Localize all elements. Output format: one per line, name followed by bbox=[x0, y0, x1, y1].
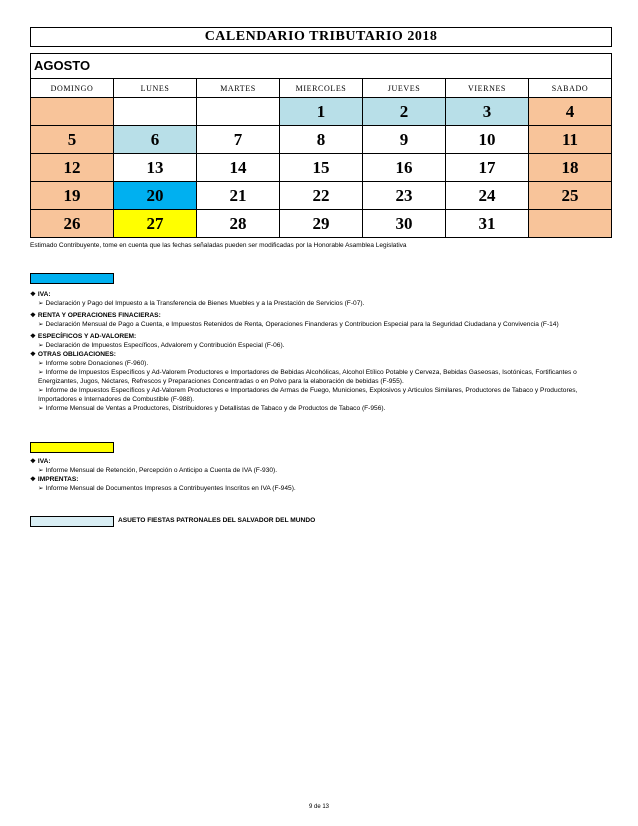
legend-item-text: Declaración y Pago del Impuesto a la Transferencia de Bienes Muebles y a la Prestación de Servicios (F-07). bbox=[45, 300, 365, 307]
weekday-header: SABADO bbox=[529, 79, 612, 98]
page-number: 9 de 13 bbox=[308, 804, 330, 810]
arrow-bullet-icon: ➢ bbox=[38, 360, 44, 367]
legend-item-text: Informe de Impuestos Específicos y Ad-Valorem Productores e Importadores de Armas de Fuego, Municiones, Explosivos y Articulos Similares, Productores de Tabaco y Productores, Importadores e Internadores de Combustible (F-988). bbox=[38, 387, 578, 403]
section-heading-text: IVA: bbox=[37, 291, 51, 298]
day-cell: 14 bbox=[197, 154, 280, 182]
week-row bbox=[31, 182, 612, 210]
section-heading-text: ESPECÍFICOS Y AD-VALOREM: bbox=[37, 333, 137, 340]
legend-item bbox=[30, 404, 612, 413]
legend-item bbox=[30, 359, 612, 368]
legend-item bbox=[30, 299, 612, 308]
day-cell: 20 bbox=[114, 182, 197, 210]
day-cell: 1 bbox=[280, 98, 363, 126]
diamond-bullet-icon: ❖ bbox=[30, 333, 36, 340]
day-cell: 26 bbox=[31, 210, 114, 238]
day-cell: 19 bbox=[31, 182, 114, 210]
weekday-header-row bbox=[31, 79, 612, 98]
day-cell bbox=[114, 98, 197, 126]
arrow-bullet-icon: ➢ bbox=[38, 342, 44, 349]
day-cell: 29 bbox=[280, 210, 363, 238]
legend-item bbox=[30, 484, 612, 493]
day-cell: 25 bbox=[529, 182, 612, 210]
arrow-bullet-icon: ➢ bbox=[38, 387, 44, 394]
legend-item bbox=[30, 386, 612, 404]
legend-item bbox=[30, 466, 612, 475]
legend-item bbox=[30, 341, 612, 350]
legend-item-text: Informe de Impuestos Específicos y Ad-Valorem Productores e Importadores de Bebidas Alcohólicas, Alcohol Etílico Potable y Cerveza, Bebidas Gaseosas, Isotónicas, Fortificantes o Energizantes, Jugos, Néctares, Refrescos y Preparaciones Concentradas o en Polvo para la elaboración de bebidas (F-955). bbox=[38, 369, 577, 385]
day-cell: 21 bbox=[197, 182, 280, 210]
day-cell: 23 bbox=[363, 182, 446, 210]
legend-section-heading bbox=[30, 475, 612, 484]
legend-section-heading bbox=[30, 311, 612, 320]
legend-item bbox=[30, 320, 612, 329]
day-cell: 9 bbox=[363, 126, 446, 154]
arrow-bullet-icon: ➢ bbox=[38, 467, 44, 474]
legend-section-heading bbox=[30, 332, 612, 341]
arrow-bullet-icon: ➢ bbox=[38, 321, 44, 328]
day-cell: 12 bbox=[31, 154, 114, 182]
week-row bbox=[31, 210, 612, 238]
day-cell: 17 bbox=[446, 154, 529, 182]
legend-item-text: Declaración Mensual de Pago a Cuenta, e Impuestos Retenidos de Renta, Operaciones Finanderas y Contribucion Especial para la Seguridad Ciudadana y Convivencia (F-14) bbox=[45, 321, 559, 328]
arrow-bullet-icon: ➢ bbox=[38, 369, 44, 376]
day-cell: 8 bbox=[280, 126, 363, 154]
diamond-bullet-icon: ❖ bbox=[30, 476, 36, 483]
day-cell: 31 bbox=[446, 210, 529, 238]
day-cell: 16 bbox=[363, 154, 446, 182]
day-cell: 27 bbox=[114, 210, 197, 238]
section-heading-text: IVA: bbox=[37, 458, 51, 465]
day-cell: 18 bbox=[529, 154, 612, 182]
day-cell: 5 bbox=[31, 126, 114, 154]
day-cell: 24 bbox=[446, 182, 529, 210]
diamond-bullet-icon: ❖ bbox=[30, 291, 36, 298]
day-cell: 11 bbox=[529, 126, 612, 154]
legend-yellow-list bbox=[30, 457, 612, 493]
arrow-bullet-icon: ➢ bbox=[38, 485, 44, 492]
legend-section-heading bbox=[30, 350, 612, 359]
weekday-header: LUNES bbox=[114, 79, 197, 98]
day-cell: 6 bbox=[114, 126, 197, 154]
day-cell: 3 bbox=[446, 98, 529, 126]
section-heading-text: OTRAS OBLIGACIONES: bbox=[37, 351, 116, 358]
day-cell bbox=[197, 98, 280, 126]
weekday-header: MIERCOLES bbox=[280, 79, 363, 98]
legend-item bbox=[30, 368, 612, 386]
day-cell: 4 bbox=[529, 98, 612, 126]
day-cell: 28 bbox=[197, 210, 280, 238]
day-cell bbox=[529, 210, 612, 238]
legend-item-text: Informe Mensual de Documentos Impresos a Contribuyentes Inscritos en IVA (F-945). bbox=[45, 485, 296, 492]
legend-item-text: Informe sobre Donaciones (F-960). bbox=[45, 360, 149, 367]
diamond-bullet-icon: ❖ bbox=[30, 458, 36, 465]
diamond-bullet-icon: ❖ bbox=[30, 351, 36, 358]
week-row bbox=[31, 126, 612, 154]
legend-swatch-blue bbox=[30, 273, 114, 284]
week-row bbox=[31, 98, 612, 126]
disclaimer-note: Estimado Contribuyente, tome en cuenta que las fechas señaladas pueden ser modificadas por la Honorable Asamblea Legislativa bbox=[30, 242, 407, 249]
legend-item-text: Declaración de Impuestos Específicos, Advalorem y Contribución Especial (F-06). bbox=[45, 342, 285, 349]
section-heading-text: IMPRENTAS: bbox=[37, 476, 79, 483]
day-cell: 30 bbox=[363, 210, 446, 238]
day-cell: 13 bbox=[114, 154, 197, 182]
legend-section-heading bbox=[30, 290, 612, 299]
weekday-header: VIERNES bbox=[446, 79, 529, 98]
day-cell: 2 bbox=[363, 98, 446, 126]
holiday-label: ASUETO FIESTAS PATRONALES DEL SALVADOR DEL MUNDO bbox=[118, 517, 316, 524]
weekday-header: MARTES bbox=[197, 79, 280, 98]
day-cell: 7 bbox=[197, 126, 280, 154]
day-cell: 22 bbox=[280, 182, 363, 210]
weekday-header: JUEVES bbox=[363, 79, 446, 98]
weekday-header: DOMINGO bbox=[31, 79, 114, 98]
arrow-bullet-icon: ➢ bbox=[38, 405, 44, 412]
calendar-title: CALENDARIO TRIBUTARIO 2018 bbox=[30, 27, 612, 47]
legend-swatch-holiday bbox=[30, 516, 114, 527]
diamond-bullet-icon: ❖ bbox=[30, 312, 36, 319]
day-cell: 15 bbox=[280, 154, 363, 182]
week-row bbox=[31, 154, 612, 182]
arrow-bullet-icon: ➢ bbox=[38, 300, 44, 307]
legend-blue-list bbox=[30, 290, 612, 413]
day-cell bbox=[31, 98, 114, 126]
legend-section-heading bbox=[30, 457, 612, 466]
legend-item-text: Informe Mensual de Ventas a Productores, Distribuidores y Detallistas de Tabaco y de Productos de Tabaco (F-956). bbox=[45, 405, 386, 412]
legend-swatch-yellow bbox=[30, 442, 114, 453]
month-label: AGOSTO bbox=[30, 53, 612, 79]
legend-item-text: Informe Mensual de Retención, Percepción o Anticipo a Cuenta de IVA (F-930). bbox=[45, 467, 278, 474]
day-cell: 10 bbox=[446, 126, 529, 154]
section-heading-text: RENTA Y OPERACIONES FINACIERAS: bbox=[37, 312, 161, 319]
calendar-grid bbox=[30, 78, 612, 238]
